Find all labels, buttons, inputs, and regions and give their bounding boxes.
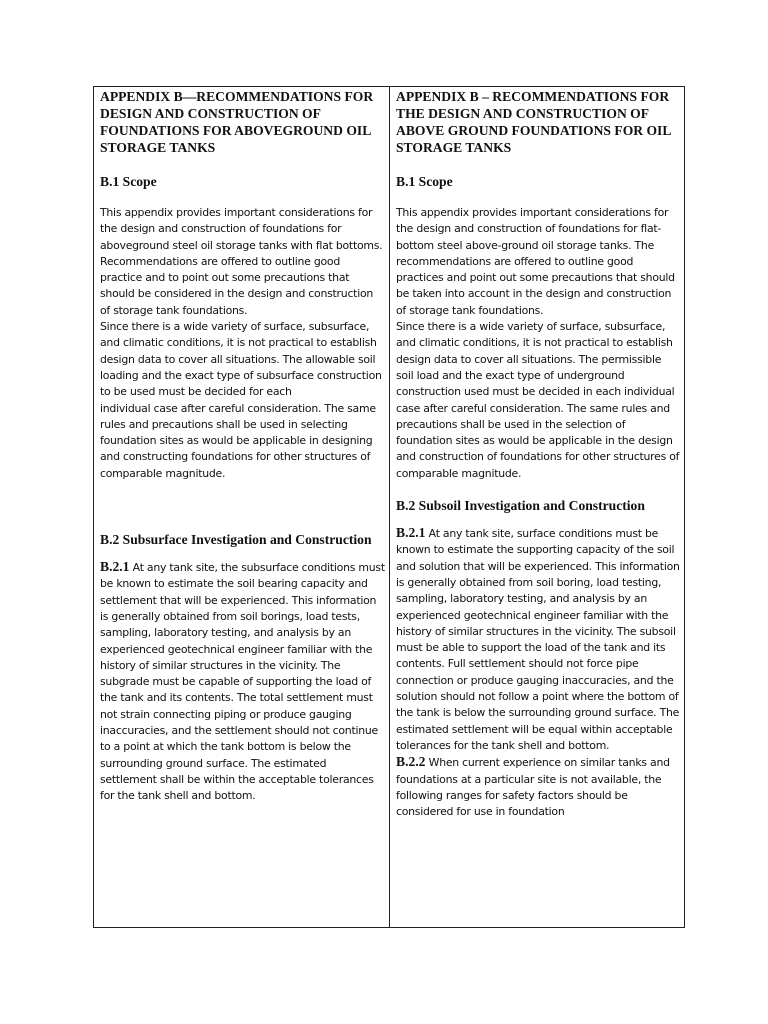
- left-scope-paragraph-2b: individual case after careful consideration. The same rules and precautions shall be used in selecting foundation sites as would be applicable in designing and constructing foundations for other structures of comparable magnitude.: [100, 401, 376, 480]
- left-appendix-title: APPENDIX B—RECOMMENDATIONS FOR DESIGN AND CONSTRUCTION OF FOUNDATIONS FOR ABOVEGROUND OIL STORAGE TANKS: [100, 89, 374, 155]
- right-b22-label: B.2.2: [396, 754, 426, 770]
- left-b21-label: B.2.1: [100, 559, 130, 575]
- right-scope-heading: B.1 Scope: [396, 174, 453, 189]
- right-b22-text: When current experience on similar tanks and foundations at a particular site is not available, the following ranges for safety factors should be considered for use in foundation: [396, 756, 670, 819]
- left-b21-paragraph: [100, 559, 385, 804]
- comparison-table: [93, 86, 685, 928]
- left-scope-paragraph-1: This appendix provides important considerations for the design and construction of foundations for aboveground steel oil storage tanks with flat bottoms. Recommendations are offered to outline good practice and to point out some precautions that should be considered in the design and construction of storage tank foundations.: [100, 206, 383, 317]
- right-scope-paragraph-1: This appendix provides important considerations for the design and construction of foundations for flat-bottom steel above-ground oil storage tanks. The recommendations are offered to outline good practices and point out some precautions that should be taken into account in the design and construction of storage tank foundations.: [396, 206, 675, 317]
- right-b2-heading: B.2 Subsoil Investigation and Construction: [396, 498, 645, 514]
- right-scope-paragraph-2: Since there is a wide variety of surface, subsurface, and climatic conditions, it is not practical to establish design data to cover all situations. The permissible soil load and the exact type of underground construction used must be decided in each individual case after careful consideration. The same rules and precautions shall be used in the selection of foundation sites as would be applicable in the design and construction of foundations for other structures of comparable magnitude.: [396, 320, 680, 480]
- left-column: [94, 87, 390, 927]
- right-b21-paragraph: [396, 525, 681, 754]
- left-b21-text: At any tank site, the subsurface conditions must be known to estimate the soil bearing capacity and settlement that will be experienced. This information is generally obtained from soil borings, load tests, sampling, laboratory testing, and analysis by an experienced geotechnical engineer familiar with the history of similar structures in the vicinity. The subgrade must be capable of supporting the load of the tank and its contents. The total settlement must not strain connecting piping or produce gauging inaccuracies, and the settlement should not continue to a point at which the tank bottom is below the surrounding ground surface. The estimated settlement shall be within the acceptable tolerances for the tank shell and bottom.: [100, 561, 385, 803]
- right-column: [390, 87, 685, 927]
- left-b2-heading: B.2 Subsurface Investigation and Construction: [100, 532, 372, 548]
- right-b22-paragraph: [396, 754, 681, 820]
- right-b21-label: B.2.1: [396, 525, 426, 541]
- left-scope-heading: B.1 Scope: [100, 174, 157, 189]
- right-b21-text: At any tank site, surface conditions must be known to estimate the supporting capacity of the soil and solution that will be experienced. This information is generally obtained from soil boring, load testing, sampling, laboratory testing, and analysis by an experienced geotechnical engineer familiar with the history of similar structures in the vicinity. The subsoil must be able to support the load of the tank and its contents. Full settlement should not force pipe connection or produce gauging inaccuracies, and the solution should not follow a point where the bottom of the tank is below the surrounding ground surface. The estimated settlement will be equal within acceptable tolerances for the tank shell and bottom.: [396, 527, 680, 752]
- left-scope-paragraph-2a: Since there is a wide variety of surface, subsurface, and climatic conditions, it is not practical to establish design data to cover all situations. The allowable soil loading and the exact type of subsurface construction to be used must be decided for each: [100, 320, 382, 399]
- right-appendix-title: APPENDIX B – RECOMMENDATIONS FOR THE DESIGN AND CONSTRUCTION OF ABOVE GROUND FOUNDATIONS FOR OIL STORAGE TANKS: [396, 89, 671, 155]
